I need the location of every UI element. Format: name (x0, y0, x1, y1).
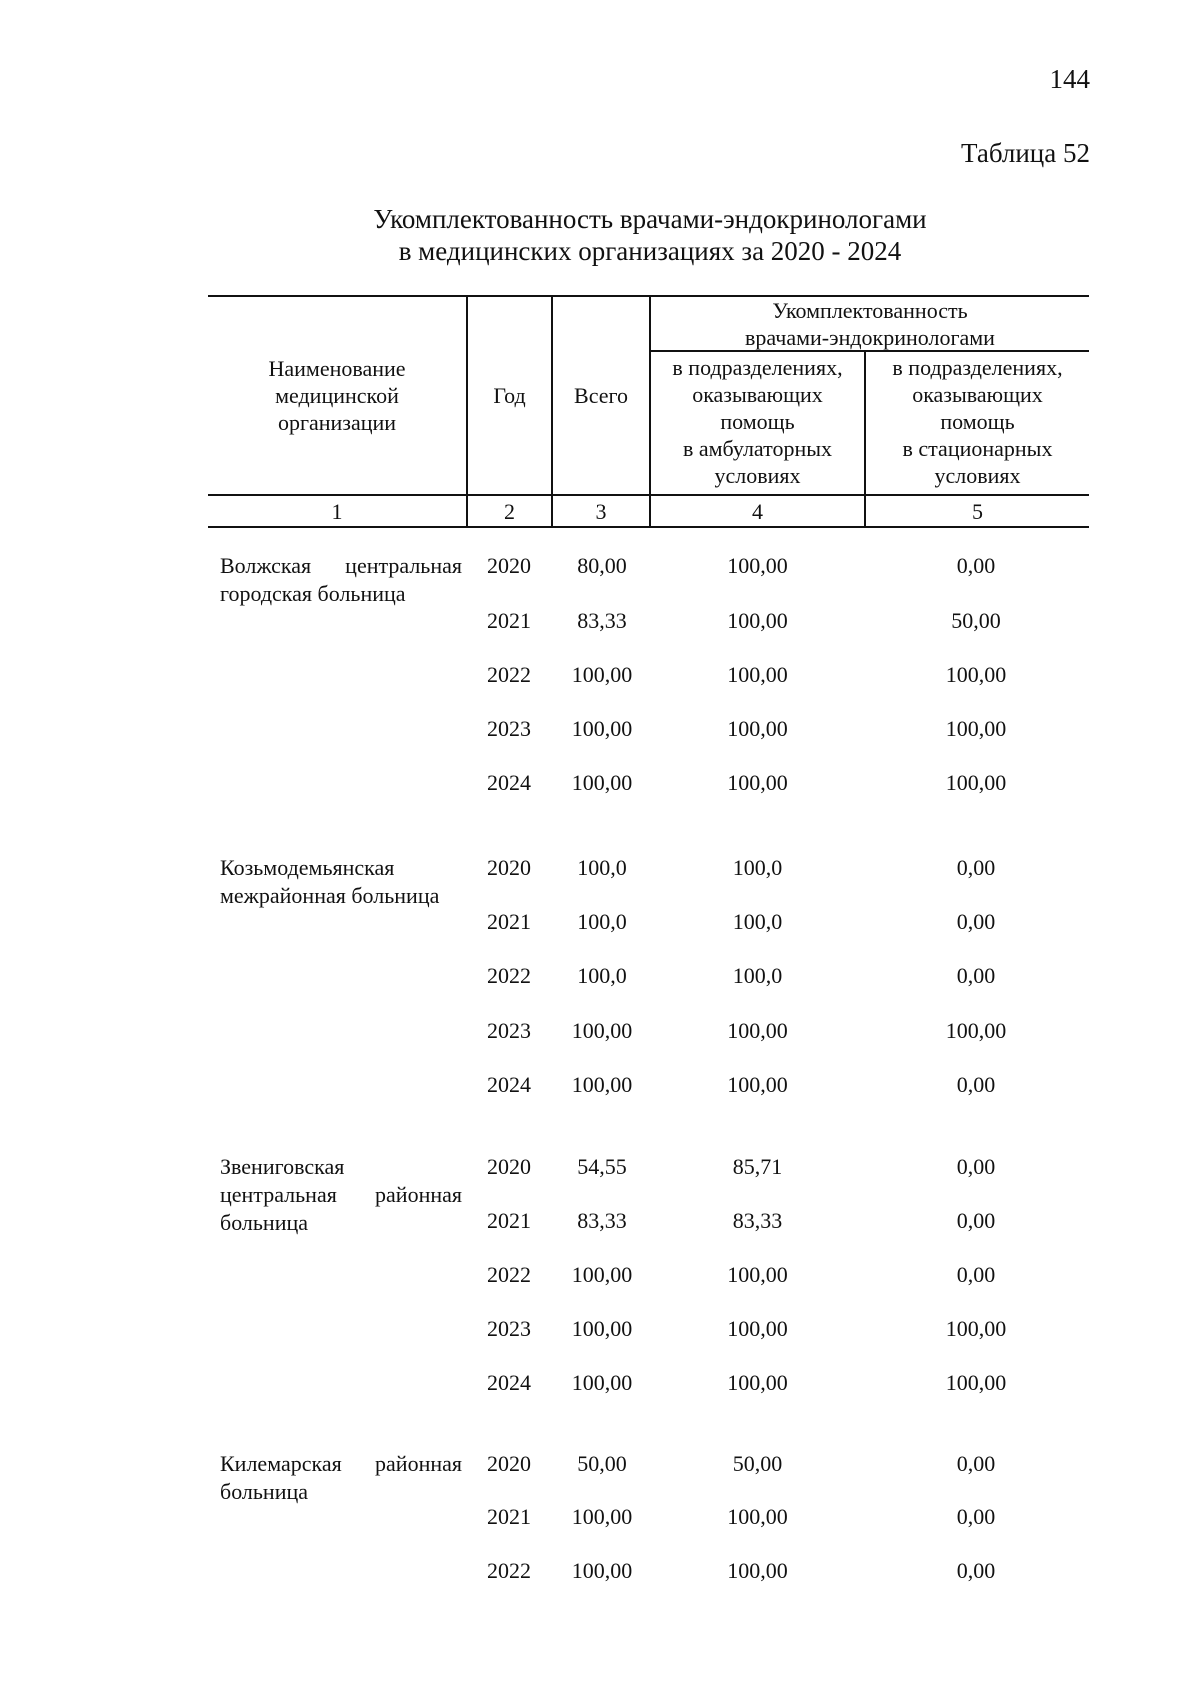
year-cell: 2023 (487, 1316, 531, 1341)
stationary-cell: 100,00 (945, 662, 1007, 687)
year-cell: 2020 (487, 553, 531, 578)
total-cell: 100,0 (577, 855, 627, 880)
year-cell: 2024 (487, 770, 531, 795)
stationary-cell: 50,00 (951, 608, 1001, 633)
total-cell: 50,00 (577, 1451, 627, 1476)
ambulatory-cell: 100,00 (727, 1018, 788, 1043)
table-title-line-1: Укомплектованность врачами-эндокринологами (373, 204, 927, 234)
year-cell: 2020 (487, 855, 531, 880)
stationary-cell: 100,00 (945, 770, 1007, 795)
header-stat-line: в стационарных (902, 436, 1053, 461)
year-cell: 2021 (487, 608, 531, 633)
ambulatory-cell: 100,00 (727, 1316, 788, 1341)
total-cell: 100,00 (571, 1072, 633, 1097)
header-stat-line: условиях (934, 463, 1021, 488)
stationary-cell: 0,00 (956, 963, 996, 988)
ambulatory-cell: 100,00 (727, 553, 788, 578)
ambulatory-cell: 100,0 (732, 963, 783, 988)
header-group (651, 297, 1089, 350)
total-cell: 54,55 (577, 1154, 627, 1179)
column-number: 3 (595, 499, 607, 524)
column-number: 5 (972, 499, 983, 524)
total-cell: 100,00 (571, 1370, 633, 1395)
header-stat-line: оказывающих (912, 382, 1043, 407)
header-org-line: Наименование (268, 356, 406, 381)
stationary-cell: 0,00 (956, 909, 996, 934)
total-cell: 100,00 (571, 716, 633, 741)
header-group-line: Укомплектованность (772, 297, 968, 323)
year-cell: 2023 (487, 716, 531, 741)
column-number: 2 (504, 499, 515, 524)
header-amb-line: в подразделениях, (672, 355, 843, 380)
header-amb-line: условиях (714, 463, 801, 488)
ambulatory-cell: 100,00 (727, 608, 788, 633)
total-cell: 80,00 (577, 553, 627, 578)
stationary-cell: 0,00 (956, 1558, 996, 1583)
year-cell: 2022 (487, 963, 531, 988)
stationary-cell: 100,00 (945, 1316, 1007, 1341)
ambulatory-cell: 100,0 (732, 855, 783, 880)
header-amb-line: в амбулаторных (682, 436, 832, 461)
ambulatory-cell: 100,00 (727, 1262, 788, 1287)
year-cell: 2022 (487, 662, 531, 687)
header-stationary (866, 354, 1089, 494)
header-amb-line: помощь (720, 409, 795, 434)
year-cell: 2022 (487, 1262, 531, 1287)
total-cell: 100,00 (571, 770, 633, 795)
stationary-cell: 0,00 (956, 855, 996, 880)
total-cell: 83,33 (577, 1208, 627, 1233)
year-cell: 2021 (487, 1504, 531, 1529)
total-cell: 100,00 (571, 1262, 633, 1287)
column-number: 4 (752, 499, 763, 524)
ambulatory-cell: 85,71 (732, 1154, 783, 1179)
stationary-cell: 100,00 (945, 1370, 1007, 1395)
header-total: Всего (574, 383, 628, 408)
header-year: Год (493, 383, 526, 408)
year-cell: 2020 (487, 1154, 531, 1179)
table-title-line-2: в медицинских организациях за 2020 - 2024 (398, 236, 902, 266)
organization-name: Звениговская центральная районная больница (220, 1154, 462, 1235)
total-cell: 83,33 (577, 608, 627, 633)
year-cell: 2021 (487, 1208, 531, 1233)
table-label: Таблица 52 (961, 138, 1090, 168)
total-cell: 100,00 (571, 1316, 633, 1341)
header-org-line: организации (277, 410, 397, 435)
header-ambulatory (651, 354, 864, 494)
ambulatory-cell: 100,00 (727, 716, 788, 741)
total-cell: 100,00 (571, 1558, 633, 1583)
stationary-cell: 100,00 (945, 1018, 1007, 1043)
stationary-cell: 0,00 (956, 1504, 996, 1529)
year-cell: 2022 (487, 1558, 531, 1583)
page-number: 144 (1049, 64, 1090, 94)
year-cell: 2021 (487, 909, 531, 934)
organization-name: Килемарская районная больница (220, 1451, 462, 1504)
stationary-cell: 100,00 (945, 716, 1007, 741)
ambulatory-cell: 100,0 (732, 909, 783, 934)
ambulatory-cell: 83,33 (732, 1208, 783, 1233)
organization-name: Козьмодемьянская межрайонная больница (220, 855, 440, 908)
table-title (200, 203, 1100, 267)
total-cell: 100,0 (577, 963, 627, 988)
year-cell: 2024 (487, 1370, 531, 1395)
header-stat-line: в подразделениях, (892, 355, 1063, 380)
stationary-cell: 0,00 (956, 1154, 996, 1179)
ambulatory-cell: 100,00 (727, 1370, 788, 1395)
total-cell: 100,00 (571, 1018, 633, 1043)
ambulatory-cell: 100,00 (727, 1504, 788, 1529)
total-cell: 100,00 (571, 1504, 633, 1529)
total-cell: 100,00 (571, 662, 633, 687)
stationary-cell: 0,00 (956, 553, 996, 578)
ambulatory-cell: 100,00 (727, 1558, 788, 1583)
year-cell: 2020 (487, 1451, 531, 1476)
ambulatory-cell: 50,00 (732, 1451, 783, 1476)
year-cell: 2023 (487, 1018, 531, 1043)
stationary-cell: 0,00 (956, 1072, 996, 1097)
stationary-cell: 0,00 (956, 1208, 996, 1233)
header-stat-line: помощь (940, 409, 1015, 434)
ambulatory-cell: 100,00 (727, 1072, 788, 1097)
header-amb-line: оказывающих (692, 382, 823, 407)
header-group-line: врачами-эндокринологами (745, 324, 995, 350)
ambulatory-cell: 100,00 (727, 770, 788, 795)
stationary-cell: 0,00 (956, 1262, 996, 1287)
ambulatory-cell: 100,00 (727, 662, 788, 687)
header-org-line: медицинской (275, 383, 399, 408)
organization-name: Волжская центральная городская больница (220, 553, 462, 606)
header-org-name (208, 297, 466, 494)
column-number: 1 (331, 499, 343, 524)
total-cell: 100,0 (577, 909, 627, 934)
stationary-cell: 0,00 (956, 1451, 996, 1476)
year-cell: 2024 (487, 1072, 531, 1097)
